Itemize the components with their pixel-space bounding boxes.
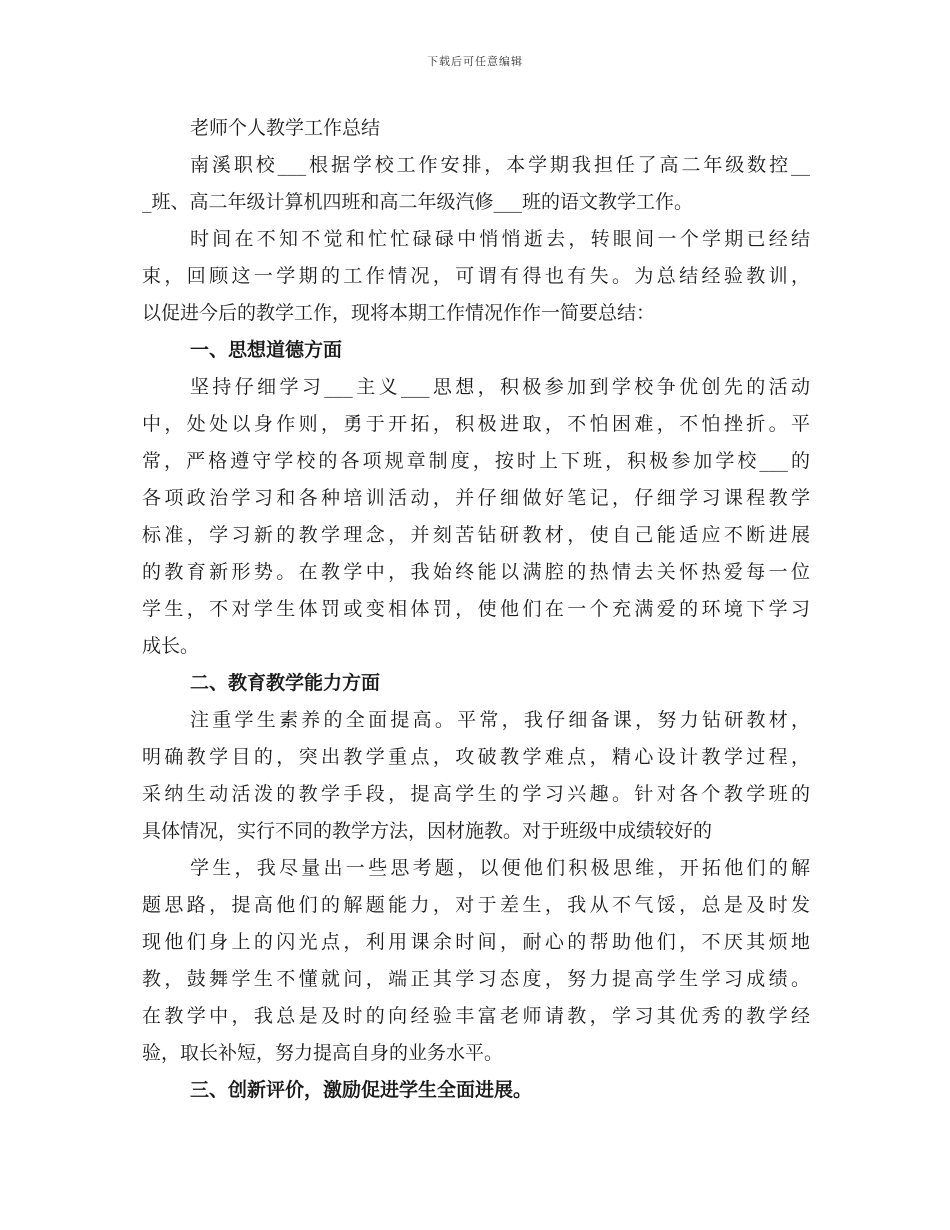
document-title: 老师个人教学工作总结 — [190, 117, 381, 139]
paragraph-line: 坚持仔细学习___主义___思想，积极参加到学校争优创先的活动 — [190, 376, 810, 398]
paragraph-line: 时间在不知不觉和忙忙碌碌中悄悄逝去，转眼间一个学期已经结 — [190, 228, 810, 250]
section-heading-2: 二、教育教学能力方面 — [190, 672, 381, 694]
paragraph-line: 成长。 — [142, 635, 200, 657]
paragraph-line: 具体情况，实行不同的教学方法，因材施教。对于班级中成绩较好的 — [142, 820, 713, 842]
paragraph-line: 的教育新形势。在教学中，我始终能以满腔的热情去关怀热爱每一位 — [142, 561, 810, 583]
paragraph-line: 教，鼓舞学生不懂就问，端正其学习态度，努力提高学生学习成绩。 — [142, 968, 810, 990]
page-header: 下载后可任意编辑 — [427, 55, 523, 68]
paragraph-line: 注重学生素养的全面提高。平常，我仔细备课，努力钻研教材， — [190, 709, 810, 731]
section-heading-3: 三、创新评价，激励促进学生全面进展。 — [190, 1079, 533, 1101]
paragraph-line: 中，处处以身作则，勇于开拓，积极进取，不怕困难，不怕挫折。平 — [142, 413, 810, 435]
document-body — [142, 110, 810, 1109]
paragraph-line: 明确教学目的，突出教学重点，攻破教学难点，精心设计教学过程， — [142, 746, 810, 768]
paragraph-line: 采纳生动活泼的教学手段，提高学生的学习兴趣。针对各个教学班的 — [142, 783, 810, 805]
paragraph-line: 题思路，提高他们的解题能力，对于差生，我从不气馁，总是及时发 — [142, 894, 810, 916]
paragraph-line: 验，取长补短，努力提高自身的业务水平。 — [142, 1042, 504, 1064]
paragraph-line: 各项政治学习和各种培训活动，并仔细做好笔记，仔细学习课程教学 — [142, 487, 810, 509]
paragraph-line: 束，回顾这一学期的工作情况，可谓有得也有失。为总结经验教训， — [142, 265, 810, 287]
paragraph-line: 常，严格遵守学校的各项规章制度，按时上下班，积极参加学校___的 — [142, 450, 810, 472]
paragraph-line: 以促进今后的教学工作，现将本期工作情况作作一简要总结： — [142, 302, 656, 324]
paragraph-line: 学生，我尽量出一些思考题，以便他们积极思维，开拓他们的解 — [190, 857, 810, 879]
paragraph-line: _班、高二年级计算机四班和高二年级汽修___班的语文教学工作。 — [142, 191, 694, 213]
paragraph-line: 在教学中，我总是及时的向经验丰富老师请教，学习其优秀的教学经 — [142, 1005, 810, 1027]
paragraph-line: 标准，学习新的教学理念，并刻苦钻研教材，使自己能适应不断进展 — [142, 524, 810, 546]
paragraph-line: 现他们身上的闪光点，利用课余时间，耐心的帮助他们，不厌其烦地 — [142, 931, 810, 953]
paragraph-line: 南溪职校___根据学校工作安排，本学期我担任了高二年级数控__ — [190, 154, 810, 176]
section-heading-1: 一、思想道德方面 — [190, 339, 343, 361]
paragraph-line: 学生，不对学生体罚或变相体罚，使他们在一个充满爱的环境下学习 — [142, 598, 810, 620]
